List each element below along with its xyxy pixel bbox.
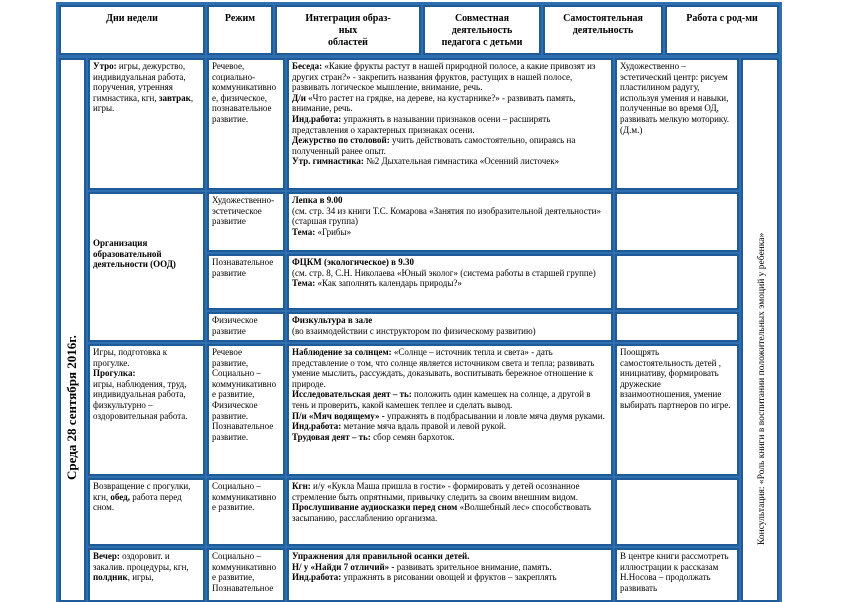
ood-independent-2 xyxy=(615,254,739,310)
ood-independent-3 xyxy=(615,312,739,342)
evening-regime: Вечер: оздоровит. и закалив. процедуры, кгн, полдник, игры, xyxy=(88,548,205,602)
evening-joint: Упражнения для правильной осанки детей. Н/ у «Найди 7 отличий» - развивать зрительное внимание, память. Инд.работа: упражнять в рисовании овощей и фруктов – закреплять xyxy=(287,548,613,602)
ood-areas-3: Физическое развитие xyxy=(207,312,285,342)
morning-regime: Утро: игры, дежурство, индивидуальная работа, поручения, утренняя гимнастика, кгн, завтрак, игры. xyxy=(88,58,205,190)
walk-regime: Игры, подготовка к прогулке. Прогулка: игры, наблюдения, труд, индивидуальная работа, физкультурно – оздоровительная работа. xyxy=(88,344,205,476)
ood-joint-2: ФЦКМ (экологическое) в 9.30 (см. стр. 8, С.Н. Николаева «Юный эколог» (система работы в старшей группе) Тема: «Как заполнять календарь природы?» xyxy=(287,254,613,310)
consultation-label: Консультация: «Роль книги в воспитании положительных эмоций у ребенка» xyxy=(757,232,767,545)
return-areas: Социально – коммуникативно е развитие. xyxy=(207,478,285,546)
ood-areas-1: Художественно-эстетическое развитие xyxy=(207,192,285,252)
header-joint: Совместная деятельность педагога с детьми xyxy=(423,5,541,55)
ood-independent-1 xyxy=(615,192,739,252)
header-independent: Самостоятельная деятельность xyxy=(543,5,663,55)
walk-independent: Поощрять самостоятельность детей , инициативу, формировать дружеские взаимоотношения, умение выбирать партнеров по игре. xyxy=(615,344,739,476)
header-regime: Режим xyxy=(207,5,273,55)
parents-cell xyxy=(741,58,779,602)
ood-regime: Организация образовательной деятельности (ООД) xyxy=(88,192,205,342)
return-regime: Возвращение с прогулки, кгн, обед, работа перед сном. xyxy=(88,478,205,546)
day-label: Среда 28 сентября 2016г. xyxy=(64,335,79,480)
header-days: Дни недели xyxy=(59,5,205,55)
walk-areas: Речевое развитие, Социально – коммуникативно е развитие, Физическое развитие. Познавательное развитие. xyxy=(207,344,285,476)
evening-areas: Социально – коммуникативно е развитие, Познавательное xyxy=(207,548,285,602)
ood-joint-3: Физкультура в зале (во взаимодействии с инструктором по физическому развитию) xyxy=(287,312,613,342)
morning-areas: Речевое, социально-коммуникативно е, физическое, познавательное развитие. xyxy=(207,58,285,190)
morning-joint: Беседа: «Какие фрукты растут в нашей природной полосе, а какие привозят из других стран?» - закрепить названия фруктов, растущих в нашей полосе, развивать логическое мышление, внимание, речь. Д/и «Что растет на грядке, на дереве, на кустарнике?» - развивать память, внимание, речь. Инд.работа: упражнять в назывании признаков осени – расширять представления о характерных признаках осени. Дежурство по столовой: учить действовать самостоятельно, опираясь на полученный ранее опыт. Утр. гимнастика: №2 Дыхательная гимнастика «Осенний листочек» xyxy=(287,58,613,190)
header-parents: Работа с род-ми xyxy=(665,5,779,55)
ood-areas-2: Познавательное развитие xyxy=(207,254,285,310)
morning-independent: Художественно – эстетический центр: рисуем пластилином радугу, используя умения и навыки, полученные во время ОД, развивать мелкую моторику. (Д.м.) xyxy=(615,58,739,190)
walk-joint: Наблюдение за солнцем: «Солнце – источник тепла и света» - дать представление о том, что солнце является источником света и тепла; развивать умение мыслить, рассуждать, доказывать, воспитывать бережное отношение к природе. Исследовательская деят – ть: положить один камешек на солнце, а другой в тень и проверить, какой камешек теплее и сделать вывод. П/и «Мяч водящему» - упражнять в подбрасывании и ловле мяча двумя руками. Инд.работа: метание мяча вдаль правой и левой рукой. Трудовая деят – ть: сбор семян бархоток. xyxy=(287,344,613,476)
return-independent xyxy=(615,478,739,546)
return-joint: Кгн: и/у «Кукла Маша пришла в гости» - формировать у детей осознанное стремление быть опрятными, привычку следить за своим внешним видом. Прослушивание аудиосказки перед сном «Волшебный лес» способствовать засыпанию, расслаблению организма. xyxy=(287,478,613,546)
header-integration: Интеграция образ- ных областей xyxy=(275,5,421,55)
ood-joint-1: Лепка в 9.00 (см. стр. 34 из книги Т.С. Комарова «Занятия по изобразительной деятельности» (старшая группа) Тема: «Грибы» xyxy=(287,192,613,252)
day-cell xyxy=(59,58,86,602)
evening-independent: В центре книги рассмотреть иллюстрации к рассказам Н.Носова – продолжать развивать xyxy=(615,548,739,602)
